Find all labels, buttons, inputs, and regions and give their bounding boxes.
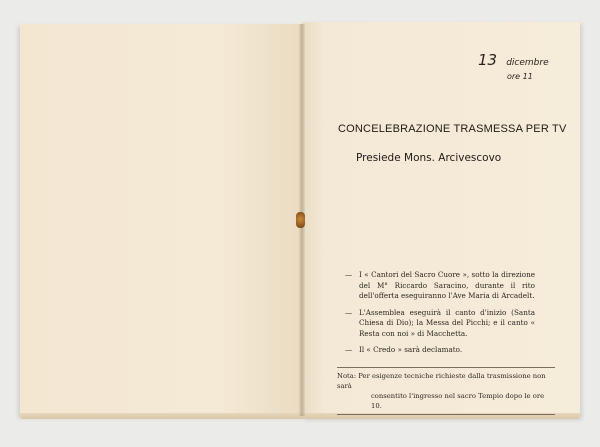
left-page-blank xyxy=(20,24,303,416)
list-item-text: L'Assemblea eseguirà il canto d'inizio (Santa Chiesa di Dio); la Messa del Picchi; e il canto « Resta con noi » di Macchetta. xyxy=(359,307,535,338)
list-item-text: Il « Credo » sarà declamato. xyxy=(359,345,463,354)
note-line-1: Nota: Per esigenze tecniche richieste dalla trasmissione non sarà xyxy=(337,372,546,390)
dash-bullet: — xyxy=(345,307,353,317)
program-list xyxy=(345,270,535,362)
note-line-2: consentito l'ingresso nel sacro Tempio dopo le ore 10. xyxy=(371,392,545,410)
dash-bullet: — xyxy=(345,345,353,354)
date-month: dicembre xyxy=(506,58,549,68)
list-item xyxy=(345,270,535,302)
list-item xyxy=(345,345,535,356)
time-label: ore 11 xyxy=(507,72,533,81)
page-subtitle: Presiede Mons. Arcivescovo xyxy=(356,152,502,164)
binding-staple xyxy=(296,212,305,228)
page-title: CONCELEBRAZIONE TRASMESSA PER TV xyxy=(338,123,567,135)
date-heading xyxy=(478,50,549,69)
note-box xyxy=(337,367,555,415)
list-item-text: I « Cantori del Sacro Cuore », sotto la direzione del M° Riccardo Saracino, durante il rito dell'offerta eseguiranno l'Ave Maria di Arcadelt. xyxy=(359,270,535,300)
list-item xyxy=(345,308,535,340)
dash-bullet: — xyxy=(345,270,353,279)
date-day: 13 xyxy=(478,51,498,69)
